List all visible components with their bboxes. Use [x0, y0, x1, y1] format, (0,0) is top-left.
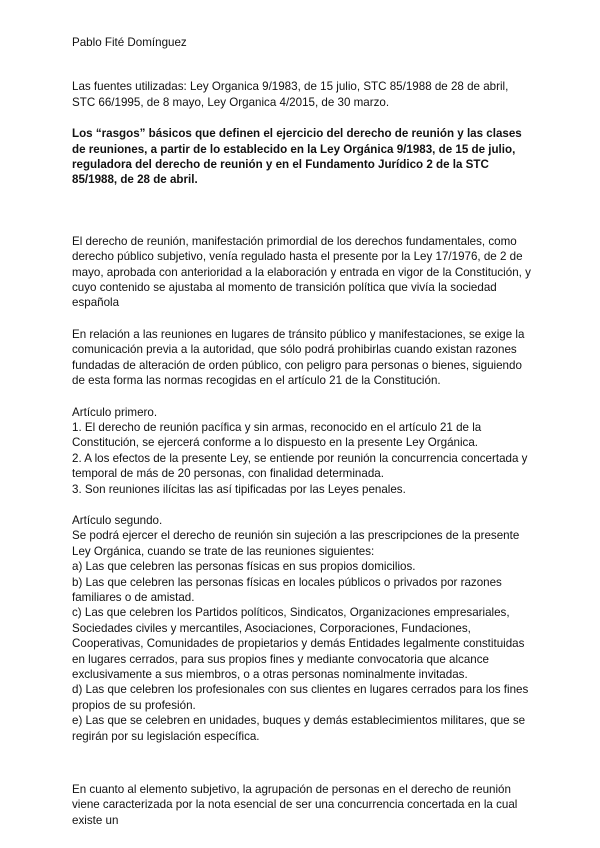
article-two-item: b) Las que celebren las personas físicas en locales públicos o privados por razones familiares o de amistad. [72, 575, 502, 604]
author-name: Pablo Fité Domínguez [72, 36, 187, 49]
article-two-item: e) Las que se celebren en unidades, buques y demás establecimientos militares, que se regirán por su legislación específica. [72, 714, 526, 743]
document-page [72, 35, 532, 828]
article-two-item: c) Las que celebren los Partidos políticos, Sindicatos, Organizaciones empresariales, Sociedades civiles y mercantiles, Asociaciones, Corporaciones, Fundaciones, Cooperativas, Comunidades de propietarios y demás Entidades legalmente constituidas en lugares cerrados, para sus propios fines y mediante convocatoria que alcance exclusivamente a sus miembros, o a otras personas nominalmente invitadas. [72, 606, 525, 681]
sources-paragraph: Las fuentes utilizadas: Ley Organica 9/1983, de 15 julio, STC 85/1988 de 28 de abril, STC 66/1995, de 8 mayo, Ley Organica 4/2015, de 30 marzo. [72, 80, 509, 109]
article-one-item: 1. El derecho de reunión pacífica y sin armas, reconocido en el artículo 21 de la Constitución, se ejercerá conforme a lo dispuesto en la presente Ley Orgánica. [72, 420, 482, 450]
article-two [72, 513, 532, 744]
transit-paragraph: En relación a las reuniones en lugares de tránsito público y manifestaciones, se exige la comunicación previa a la autoridad, que sólo podrá prohibirlas cuando existan razones fundadas de alteración de orden público, con peligro para personas o bienes, siguiendo de esta forma las normas recogidas en el artículo 21 de la Constitución. [72, 327, 525, 388]
article-one-item: 2. A los efectos de la presente Ley, se entiende por reunión la concurrencia concertada y temporal de más de 20 personas, con finalidad determinada. [72, 451, 528, 481]
article-two-intro: Se podrá ejercer el derecho de reunión sin sujeción a las prescripciones de la presente Ley Orgánica, cuando se trate de las reuniones siguientes: [72, 529, 520, 558]
intro-paragraph: El derecho de reunión, manifestación primordial de los derechos fundamentales, como derecho público subjetivo, venía regulado hasta el presente por la Ley 17/1976, de 2 de mayo, aprobada con anterioridad a la elaboración y entrada en vigor de la Constitución, y cuyo contenido se ajustaba al momento de transición política que vivía la sociedad española [72, 234, 531, 310]
document-heading: Los “rasgos” básicos que definen el ejercicio del derecho de reunión y las clases de reuniones, a partir de lo establecido en la Ley Orgánica 9/1983, de 15 de julio, reguladora del derecho de reunión y en el Fundamento Jurídico 2 de la STC 85/1988, de 28 de abril. [72, 127, 522, 187]
spacer [72, 760, 532, 782]
article-one-title: Artículo primero. [72, 405, 158, 419]
article-one-item: 3. Son reuniones ilícitas las así tipificadas por las Leyes penales. [72, 482, 406, 496]
article-two-item: d) Las que celebren los profesionales con sus clientes en lugares cerrados para los fines propios de su profesión. [72, 683, 529, 712]
article-one [72, 405, 532, 497]
article-two-item: a) Las que celebren las personas físicas en sus propios domicilios. [72, 560, 416, 574]
closing-paragraph: En cuanto al elemento subjetivo, la agrupación de personas en el derecho de reunión viene caracterizada por la nota esencial de ser una concurrencia concertada en la cual existe un [72, 783, 518, 827]
article-two-title: Artículo segundo. [72, 513, 163, 527]
